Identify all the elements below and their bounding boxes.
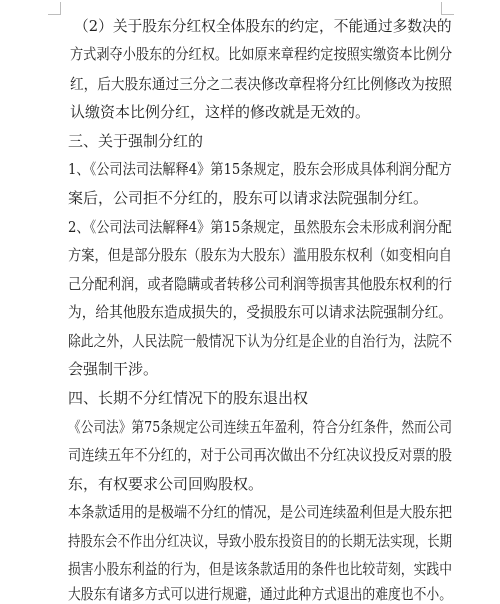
- text-line: 红，后大股东通过三分之二表决修改章程将分红比例修改为按照: [70, 75, 453, 93]
- text-line: 己分配利润，或者隐瞒或者转移公司利润等损害其他股东权利的行: [68, 275, 453, 293]
- page-corner-mark-right: [441, 2, 454, 15]
- text-line: （2）关于股东分红权全体股东的约定，不能通过多数决的: [74, 17, 452, 35]
- text-line: 司连续五年不分红的，对于公司再次做出不分红决议投反对票的股: [68, 446, 453, 464]
- section-heading: 三、关于强制分红的: [68, 132, 204, 150]
- text-line: 认缴资本比例分红，这样的修改就是无效的。: [70, 103, 371, 121]
- text-line: 持股东会不作出分红决议，导致小股东投资目的的长期无法实现，长期: [68, 532, 453, 550]
- text-line: 大股东有诸多方式可以进行规避，通过此种方式退出的难度也不小。: [68, 585, 452, 603]
- text-line: 《公司法》第75条规定公司连续五年盈利，符合分红条件，然而公司: [68, 418, 453, 436]
- text-line: 东，有权要求公司回购股权。: [68, 475, 264, 493]
- text-line: 案后，公司拒不分红的，股东可以请求法院强制分红。: [68, 189, 429, 207]
- text-line: 损害小股东利益的行为，但是该条款适用的条件也比较苛刻，实践中: [68, 560, 452, 578]
- text-line: 本条款适用的是极端不分红的情况，是公司连续盈利但是大股东把: [68, 503, 453, 521]
- section-heading: 四、长期不分红情况下的股东退出权: [68, 389, 309, 407]
- text-line: 会强制干涉。: [68, 360, 159, 378]
- text-line: 1、《公司法司法解释4》第15条规定，股东会形成具体利润分配方: [68, 160, 452, 178]
- page-corner-mark-left: [48, 2, 61, 15]
- text-line: 为，给其他股东造成损失的，受损股东可以请求法院强制分红。: [68, 303, 453, 321]
- text-line: 方案，但是部分股东（股东为大股东）滥用股东权利（如变相向自: [68, 246, 453, 264]
- text-line: 2、《公司法司法解释4》第15条规定，虽然股东会未形成利润分配: [68, 218, 452, 236]
- text-line: 除此之外，人民法院一般情况下认为分红是企业的自治行为，法院不: [68, 332, 452, 350]
- text-line: 方式剥夺小股东的分红权。比如原来章程约定按照实缴资本比例分: [70, 45, 453, 63]
